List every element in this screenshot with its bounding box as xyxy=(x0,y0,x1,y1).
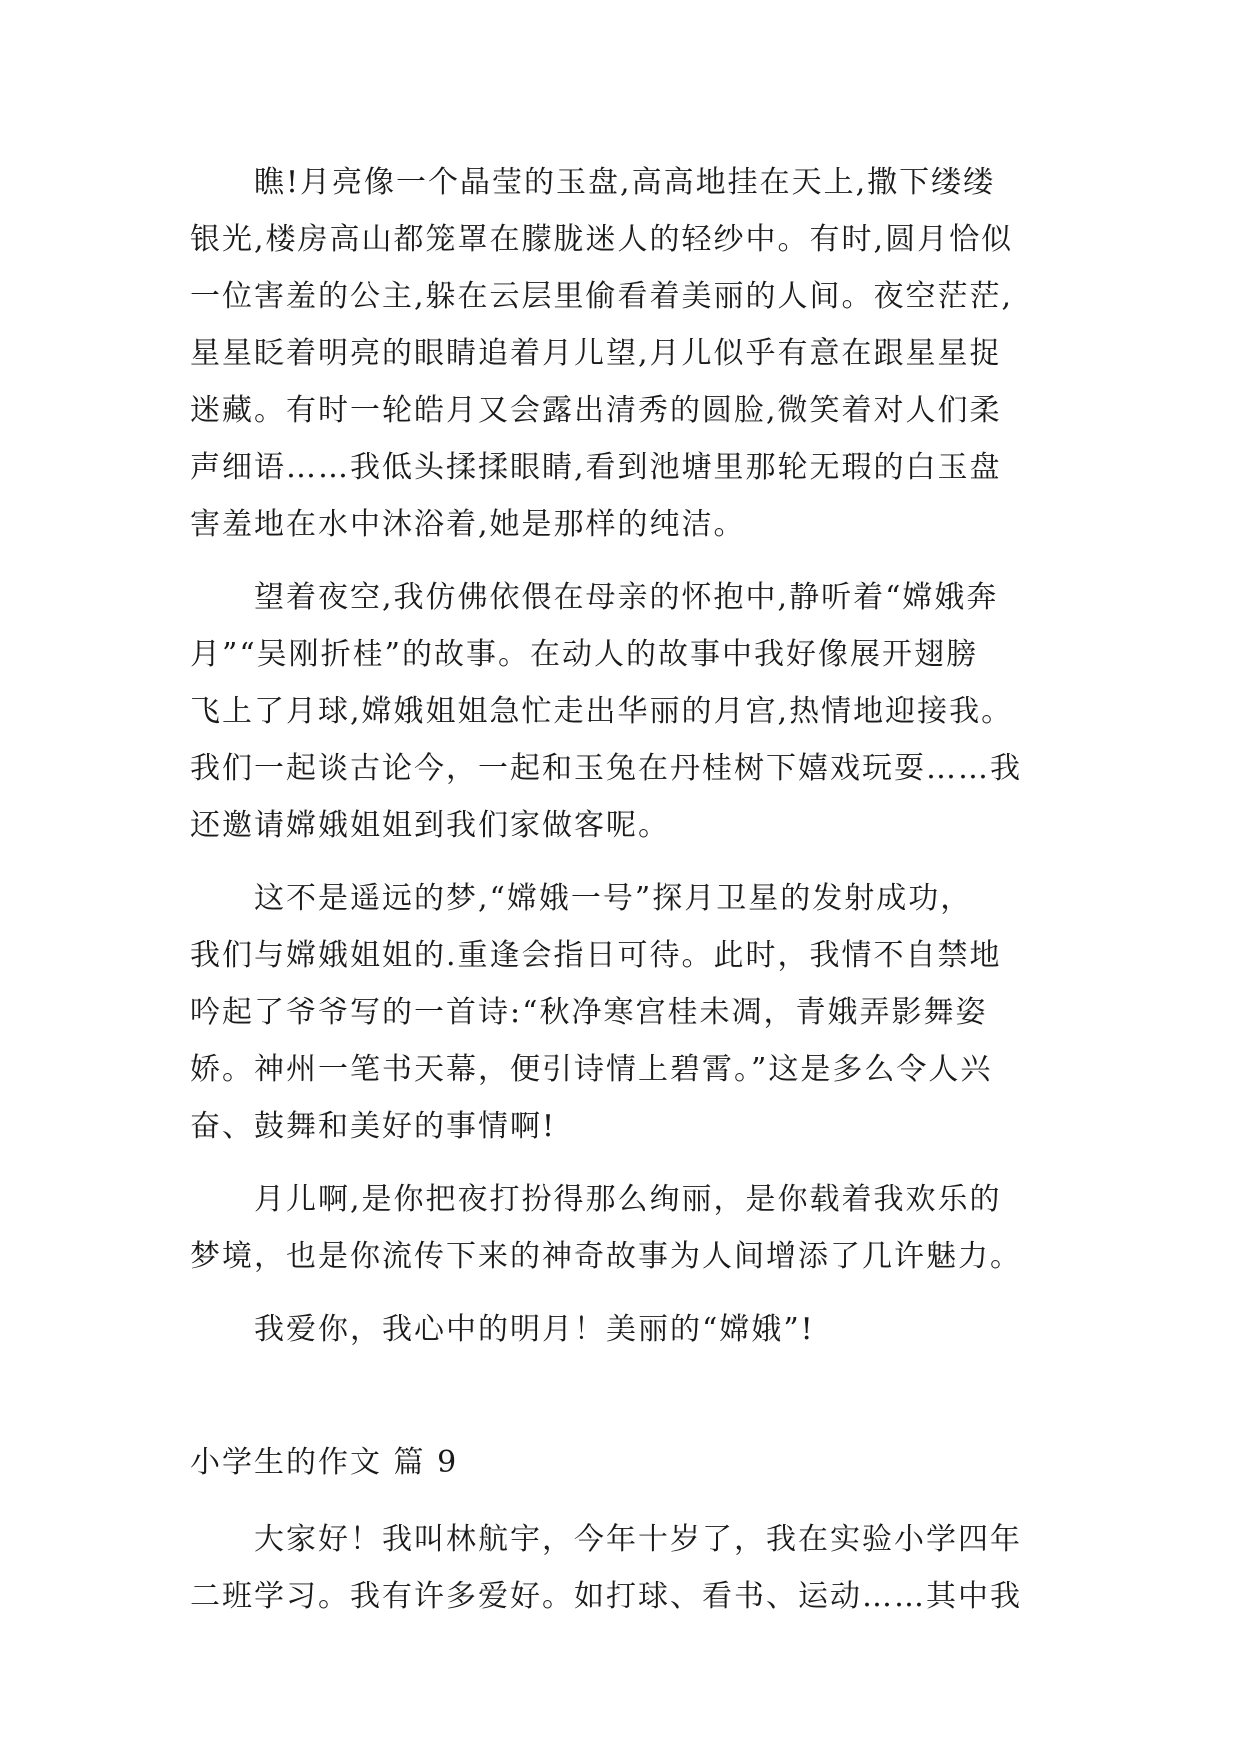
paragraph-line: 声细语……我低头揉揉眼睛,看到池塘里那轮无瑕的白玉盘 xyxy=(190,450,1002,485)
paragraph-line: 星星眨着明亮的眼睛追着月儿望,月儿似乎有意在跟星星捉 xyxy=(190,336,1002,371)
paragraph-line: 瞧!月亮像一个晶莹的玉盘,高高地挂在天上,撒下缕缕 xyxy=(254,165,996,200)
paragraph-line: 这不是遥远的梦,“嫦娥一号”探月卫星的发射成功， xyxy=(254,881,973,916)
paragraph-line: 大家好！我叫林航宇，今年十岁了，我在实验小学四年 xyxy=(254,1522,1022,1557)
paragraph-line: 一位害羞的公主,躲在云层里偷看着美丽的人间。夜空茫茫, xyxy=(190,279,1014,314)
paragraph-line: 我们与嫦娥姐姐的.重逢会指日可待。此时，我情不自禁地 xyxy=(190,938,1002,973)
paragraph-line: 我们一起谈古论今，一起和玉兔在丹桂树下嬉戏玩耍……我 xyxy=(190,751,1022,786)
paragraph-line: 娇。神州一笔书天幕，便引诗情上碧霄。”这是多么令人兴 xyxy=(190,1052,993,1087)
paragraph-line: 月儿啊,是你把夜打扮得那么绚丽，是你载着我欢乐的 xyxy=(254,1182,1002,1217)
paragraph-line: 梦境，也是你流传下来的神奇故事为人间增添了几许魅力。 xyxy=(190,1239,1022,1274)
paragraph-line: 奋、鼓舞和美好的事情啊! xyxy=(190,1109,557,1144)
paragraph-line: 还邀请嫦娥姐姐到我们家做客呢。 xyxy=(190,808,670,843)
section-heading: 小学生的作文 篇 9 xyxy=(190,1445,459,1480)
paragraph-line: 我爱你，我心中的明月！美丽的“嫦娥”! xyxy=(254,1312,815,1347)
paragraph-line: 月”“吴刚折桂”的故事。在动人的故事中我好像展开翅膀 xyxy=(190,637,979,672)
paragraph-line: 望着夜空,我仿佛依偎在母亲的怀抱中,静听着“嫦娥奔 xyxy=(254,580,999,615)
paragraph-line: 吟起了爷爷写的一首诗:“秋净寒宫桂未凋，青娥弄影舞姿 xyxy=(190,995,988,1030)
paragraph-line: 二班学习。我有许多爱好。如打球、看书、运动……其中我 xyxy=(190,1579,1022,1614)
paragraph-line: 害羞地在水中沐浴着,她是那样的纯洁。 xyxy=(190,507,746,542)
paragraph-line: 飞上了月球,嫦娥姐姐急忙走出华丽的月宫,热情地迎接我。 xyxy=(190,694,1014,729)
paragraph-line: 迷藏。有时一轮皓月又会露出清秀的圆脸,微笑着对人们柔 xyxy=(190,393,1002,428)
paragraph-line: 银光,楼房高山都笼罩在朦胧迷人的轻纱中。有时,圆月恰似 xyxy=(190,222,1014,257)
